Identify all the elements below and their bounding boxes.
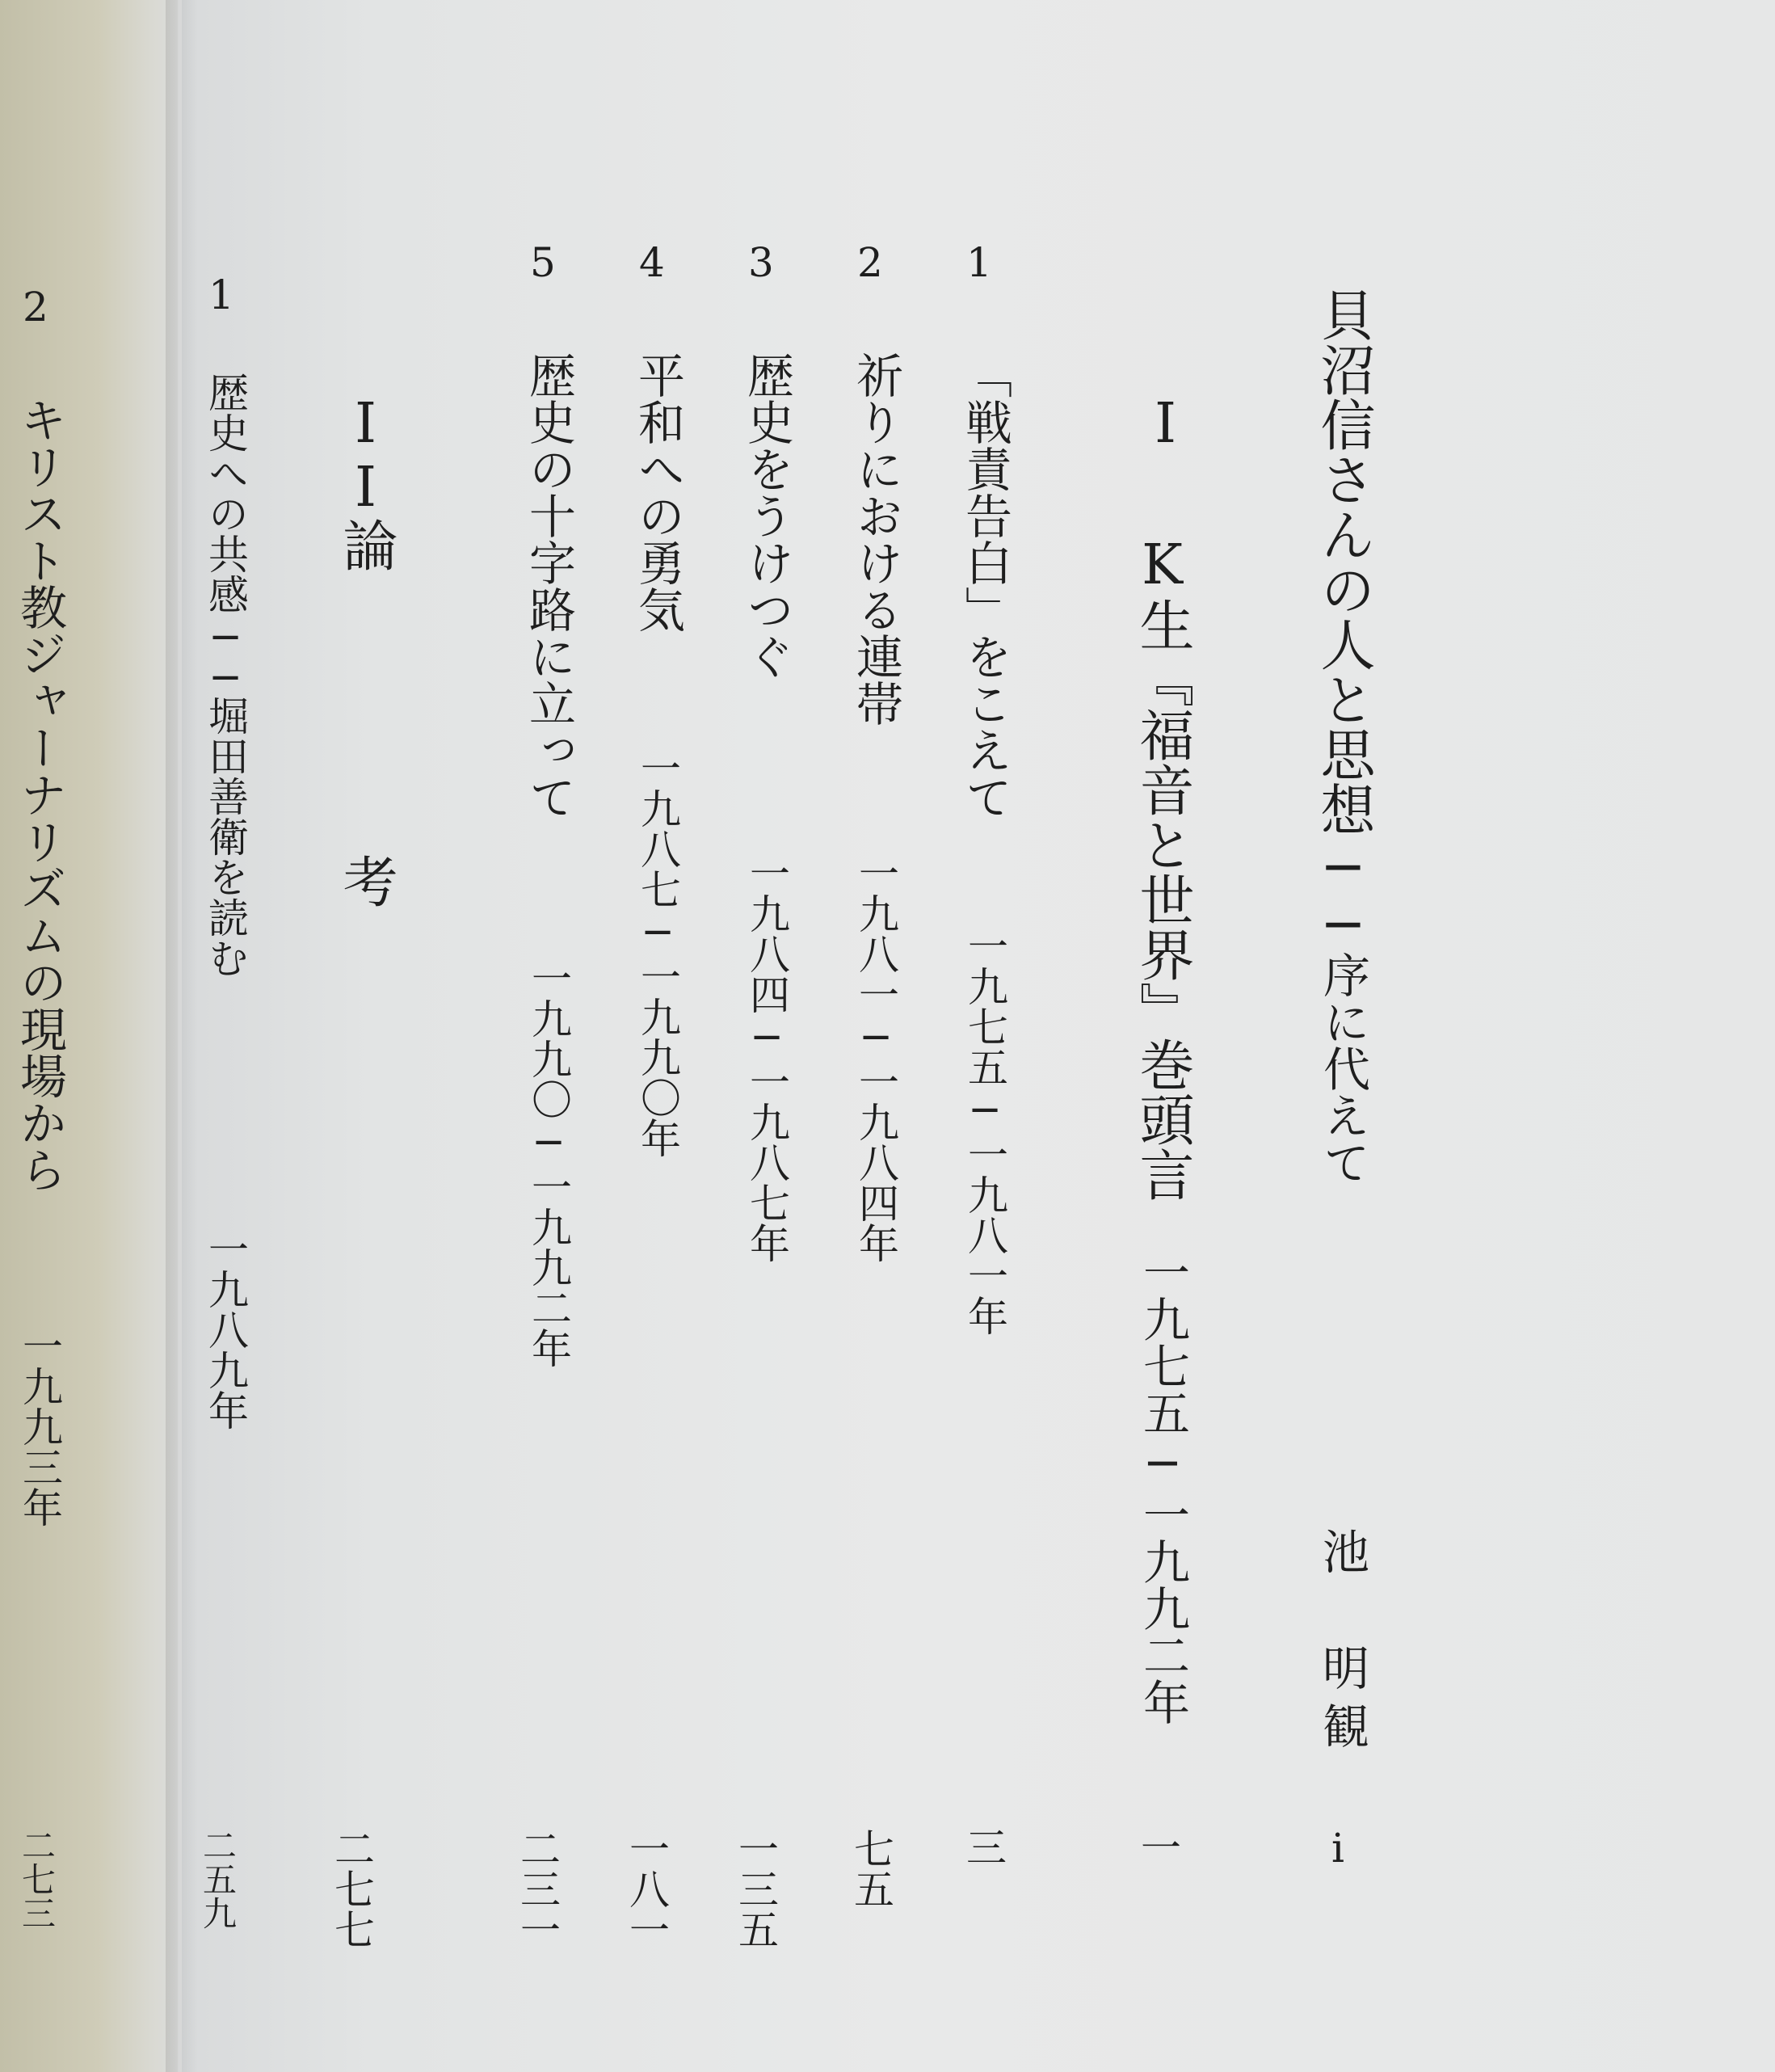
part-2-page-number: 二七七 bbox=[328, 1828, 375, 1949]
entry-number: 1 bbox=[966, 239, 992, 286]
entry-years: 一九八七─一九九〇年 bbox=[634, 748, 681, 1158]
entry-page-number: 一八一 bbox=[623, 1828, 670, 1949]
preface-subtitle: 序に代えて bbox=[1315, 951, 1370, 1186]
part-1-numeral: I bbox=[1134, 392, 1197, 456]
preface-dash: ── bbox=[1311, 836, 1375, 951]
entry-page-number: 二七三 bbox=[17, 1828, 57, 1930]
part-2-title: 論 考 bbox=[334, 517, 397, 1021]
toc-entry bbox=[844, 0, 909, 2072]
part-1-years: 一九七五─一九九二年 bbox=[1135, 1249, 1190, 1725]
binding-gutter bbox=[166, 0, 198, 2072]
toc-entry bbox=[732, 0, 800, 2072]
entry-page-number: 二三一 bbox=[514, 1828, 561, 1949]
entry-dash: ── bbox=[202, 614, 249, 695]
entry-number: 5 bbox=[530, 239, 556, 286]
part-1-title: K生『福音と世界』巻頭言 bbox=[1130, 533, 1194, 1202]
entry-page-number: 七五 bbox=[848, 1828, 894, 1909]
part-1-page-number: 一 bbox=[1141, 1825, 1181, 1872]
toc-entry bbox=[623, 0, 691, 2072]
entry-number: 3 bbox=[748, 239, 774, 286]
entry-title: 歴史をうけつぐ bbox=[739, 352, 794, 680]
entry-years: 一九八一─一九八四年 bbox=[852, 853, 899, 1263]
entry-title: 「戦責告白」をこえて bbox=[957, 352, 1012, 820]
entry-years: 一九八四─一九八七年 bbox=[743, 853, 790, 1263]
entry-years: 一九九三年 bbox=[16, 1325, 63, 1527]
entry-years: 一九八九年 bbox=[202, 1228, 249, 1430]
toc-part-1 bbox=[1123, 0, 1204, 2072]
entry-page-number: 二五九 bbox=[198, 1828, 238, 1930]
toc-part-2 bbox=[328, 0, 404, 2072]
entry-title: 平和への勇気 bbox=[630, 352, 685, 633]
entry-years: 一九九〇─一九九二年 bbox=[525, 958, 572, 1368]
entry-number: 2 bbox=[857, 239, 883, 286]
preface-page-number: i bbox=[1331, 1825, 1344, 1872]
toc-entry bbox=[514, 0, 582, 2072]
entry-number: 1 bbox=[208, 272, 234, 318]
entry-number: 4 bbox=[639, 239, 665, 286]
entry-title: 歴史への共感 bbox=[202, 372, 249, 614]
entry-title: キリスト教ジャーナリズムの現場から bbox=[12, 396, 67, 1193]
entry-years: 一九七五─一九八一年 bbox=[961, 925, 1008, 1336]
entry-page-number: 三 bbox=[966, 1825, 1007, 1872]
entry-number: 2 bbox=[23, 284, 48, 331]
toc-entry bbox=[8, 0, 81, 2072]
preface-title: 貝沼信さんの人と思想 bbox=[1311, 287, 1375, 836]
toc-entry bbox=[194, 0, 259, 2072]
part-2-numeral: II bbox=[334, 392, 397, 520]
preface-author: 池 明観 bbox=[1314, 1527, 1369, 1760]
toc-entry-preface bbox=[1309, 0, 1382, 2072]
entry-page-number: 一三五 bbox=[732, 1828, 779, 1949]
toc-entry bbox=[953, 0, 1018, 2072]
entry-title: 歴史の十字路に立って bbox=[521, 352, 576, 820]
entry-subtitle: 堀田善衛を読む bbox=[202, 695, 249, 978]
entry-title: 祈りにおける連帯 bbox=[848, 352, 903, 726]
